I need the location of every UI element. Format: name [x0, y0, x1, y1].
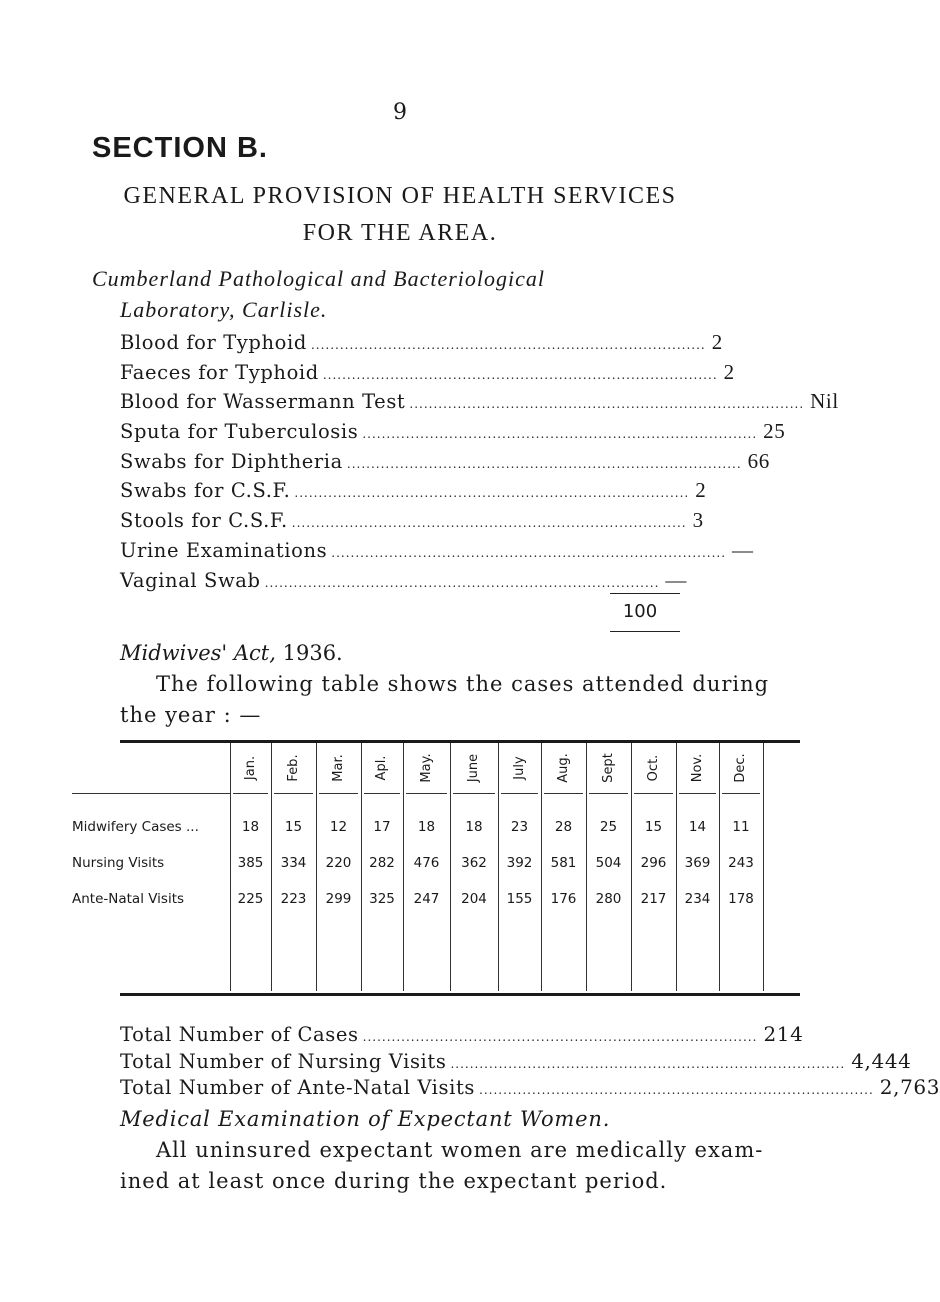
table-cell: 243: [728, 855, 754, 871]
table-cell: 176: [550, 891, 577, 907]
section-title: SECTION B.: [92, 132, 268, 164]
row-label-midwifery: Midwifery Cases ...: [72, 819, 199, 835]
item-label: Sputa for Tuberculosis: [120, 420, 359, 444]
item-label: Blood for Wassermann Test: [120, 390, 406, 414]
month-header: Apl.: [374, 755, 389, 781]
table-cell: 247: [413, 891, 440, 907]
medical-paragraph-line-2: ined at least once during the expectant period.: [120, 1169, 668, 1193]
header-divider: [501, 793, 538, 794]
row-label-antenatal: Ante-Natal Visits: [72, 891, 185, 907]
table-cell: 296: [640, 855, 667, 871]
leader-dots: ..................................................................................: [346, 456, 742, 471]
column-divider: [763, 743, 764, 991]
table-cell: 15: [644, 819, 663, 835]
list-item: [120, 1022, 804, 1049]
midwives-paragraph-line-2: the year : —: [120, 703, 262, 727]
item-value: 66: [747, 448, 770, 473]
item-label: Urine Examinations: [120, 538, 328, 562]
midwives-act-year: 1936.: [282, 641, 343, 665]
table-cell: 23: [510, 819, 529, 835]
month-header: Jan.: [242, 755, 258, 781]
leader-dots: ..................................................................................: [331, 545, 727, 560]
month-header: July: [511, 756, 527, 780]
totals-list: [120, 1022, 940, 1102]
table-cell: 392: [506, 855, 533, 871]
table-cell: 18: [417, 819, 436, 835]
list-item: [120, 419, 786, 449]
table-cell: 234: [684, 891, 711, 907]
page-number: 9: [393, 100, 407, 125]
table-cell: 282: [369, 855, 395, 871]
table-bottom-border: [120, 993, 800, 996]
column-divider: [450, 743, 451, 991]
month-header: May.: [418, 753, 434, 783]
total-label: Total Number of Nursing Visits: [120, 1049, 447, 1073]
item-value: Nil: [810, 389, 839, 414]
list-item: [120, 330, 723, 360]
total-rule-top: [610, 593, 680, 594]
header-divider: [544, 793, 583, 794]
table-cell: 217: [640, 891, 667, 907]
leader-dots: ..................................................................................: [362, 427, 758, 442]
midwives-act-title: [120, 641, 343, 665]
list-item: [120, 508, 704, 538]
midwives-act-name: Midwives' Act,: [120, 641, 276, 665]
header-divider: [589, 793, 628, 794]
list-item: [120, 537, 754, 568]
total-value: 4,444: [851, 1048, 912, 1073]
table-cell: 220: [325, 855, 352, 871]
midwives-paragraph-line-1: The following table shows the cases attended during: [156, 672, 770, 696]
header-divider: [722, 793, 760, 794]
leader-dots: ..................................................................................: [294, 486, 690, 501]
list-item: [120, 389, 839, 419]
heading-line-1: GENERAL PROVISION OF HEALTH SERVICES: [123, 183, 677, 209]
table-cell: 18: [465, 819, 483, 835]
header-divider: [679, 793, 716, 794]
heading-line-2: FOR THE AREA.: [302, 220, 498, 246]
item-label: Vaginal Swab: [120, 568, 261, 592]
list-item: [120, 478, 707, 508]
lab-title-line-2: Laboratory, Carlisle.: [120, 297, 328, 322]
leader-dots: ..................................................................................: [310, 338, 706, 352]
header-divider: [72, 793, 230, 794]
total-label: Total Number of Ante-Natal Visits: [120, 1076, 475, 1099]
header-divider: [406, 793, 447, 794]
table-cell: 581: [550, 855, 577, 871]
medical-paragraph-line-1: All uninsured expectant women are medically exam-: [156, 1138, 764, 1162]
medical-examination-title: Medical Examination of Expectant Women.: [120, 1107, 611, 1131]
leader-dots: ..................................................................................: [264, 575, 660, 590]
month-header: June: [466, 753, 481, 783]
total-value: 214: [763, 1022, 804, 1046]
table-cell: 362: [461, 855, 487, 871]
item-value: 2: [711, 330, 723, 354]
item-label: Swabs for C.S.F.: [120, 479, 291, 503]
item-label: Stools for C.S.F.: [120, 509, 288, 533]
header-divider: [319, 793, 358, 794]
table-cell: 18: [241, 819, 260, 835]
table-cell: 504: [595, 855, 622, 871]
header-divider: [453, 793, 495, 794]
table-cell: 325: [369, 891, 395, 907]
table-cell: 223: [280, 891, 307, 907]
table-cell: 280: [595, 891, 622, 907]
total-label: Total Number of Cases: [120, 1023, 359, 1046]
table-cell: 28: [554, 819, 573, 835]
table-cell: 334: [280, 855, 307, 871]
item-value: 2: [723, 359, 735, 384]
table-cell: 25: [599, 819, 618, 835]
list-item: [120, 359, 735, 390]
table-cell: 178: [728, 891, 754, 907]
list-item: [120, 1075, 940, 1102]
column-divider: [403, 743, 404, 991]
month-header: Mar.: [330, 754, 346, 782]
item-value: 2: [695, 478, 707, 503]
header-divider: [274, 793, 313, 794]
lab-total: 100: [622, 601, 658, 622]
list-item: [120, 567, 688, 598]
month-header: Aug.: [555, 753, 571, 783]
table-top-border: [120, 740, 800, 743]
month-header: Sept: [600, 753, 616, 783]
month-header: Dec.: [733, 753, 748, 783]
table-cell: 204: [461, 891, 487, 907]
lab-examinations-list: [120, 330, 839, 597]
table-cell: 12: [329, 819, 348, 835]
item-value: —: [732, 537, 754, 562]
table-cell: 369: [684, 855, 711, 871]
total-rule-bottom: [610, 631, 680, 632]
row-label-nursing: Nursing Visits: [72, 855, 165, 871]
month-header: Nov.: [689, 753, 705, 783]
table-cell: 155: [506, 891, 533, 907]
item-value: —: [665, 567, 688, 592]
table-cell: 476: [413, 855, 440, 871]
leader-dots: ..................................................................................: [409, 397, 805, 412]
header-divider: [634, 793, 673, 794]
table-cell: 225: [237, 891, 264, 907]
header-divider: [364, 793, 400, 794]
leader-dots: ..................................................................................: [479, 1083, 874, 1097]
leader-dots: ..................................................................................: [291, 516, 687, 531]
month-header: Feb.: [285, 754, 301, 782]
leader-dots: ..................................................................................: [362, 1030, 758, 1044]
list-item: [120, 448, 770, 479]
table-cell: 15: [284, 819, 303, 835]
item-label: Swabs for Diphtheria: [120, 449, 343, 473]
table-cell: 385: [237, 855, 264, 871]
table-cell: 14: [688, 819, 707, 835]
total-value: 2,763: [879, 1075, 940, 1099]
item-value: 3: [692, 508, 704, 533]
item-label: Faeces for Typhoid: [120, 360, 319, 384]
table-cell: 17: [373, 819, 391, 835]
item-value: 25: [763, 419, 786, 444]
table-cell: 11: [732, 819, 750, 835]
leader-dots: ..................................................................................: [322, 367, 718, 382]
header-divider: [233, 793, 268, 794]
list-item: [120, 1048, 912, 1076]
month-header: Oct.: [645, 754, 661, 782]
lab-title-line-1: Cumberland Pathological and Bacteriological: [92, 266, 546, 291]
item-label: Blood for Typhoid: [120, 331, 307, 354]
leader-dots: ..................................................................................: [450, 1056, 846, 1071]
table-cell: 299: [325, 891, 352, 907]
